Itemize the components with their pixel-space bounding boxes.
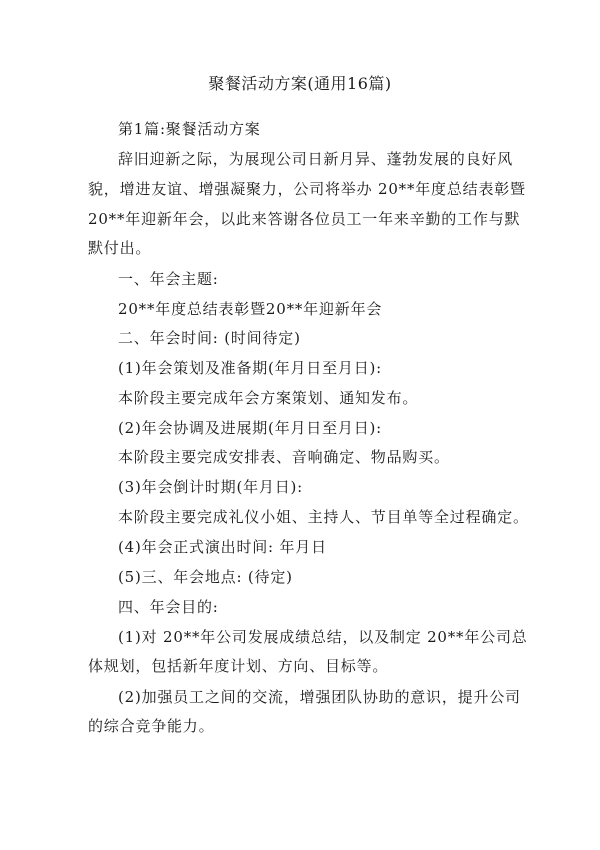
section-heading: 第1篇:聚餐活动方案 bbox=[118, 120, 261, 138]
intro-line-2: 貌，增进友谊、增强凝聚力，公司将举办 20**年度总结表彰暨 bbox=[88, 180, 526, 198]
heading-goals: 四、年会目的: bbox=[118, 598, 219, 616]
phase-3-label: (3)年会倒计时期(年月日): bbox=[118, 478, 304, 496]
goal-2-line-1: (2)加强员工之间的交流，增强团队协助的意识，提升公司 bbox=[118, 688, 521, 706]
phase-4-label: (4)年会正式演出时间: 年月日 bbox=[118, 538, 327, 556]
phase-3-text: 本阶段主要完成礼仪小姐、主持人、节目单等全过程确定。 bbox=[118, 508, 529, 526]
document-title: 聚餐活动方案(通用16篇) bbox=[208, 74, 392, 93]
intro-line-4: 默付出。 bbox=[88, 239, 152, 257]
goal-2-line-2: 的综合竞争能力。 bbox=[88, 717, 215, 735]
venue-label: (5)三、年会地点: (待定) bbox=[118, 568, 293, 586]
intro-line-3: 20**年迎新年会，以此来答谢各位员工一年来辛勤的工作与默 bbox=[88, 210, 521, 228]
goal-1-line-1: (1)对 20**年公司发展成绩总结，以及制定 20**年公司总 bbox=[118, 628, 528, 646]
heading-time: 二、年会时间: (时间待定) bbox=[118, 329, 301, 347]
phase-2-label: (2)年会协调及进展期(年月日至月日): bbox=[118, 419, 383, 437]
phase-1-label: (1)年会策划及准备期(年月日至月日): bbox=[118, 359, 383, 377]
phase-1-text: 本阶段主要完成年会方案策划、通知发布。 bbox=[118, 389, 419, 407]
phase-2-text: 本阶段主要完成安排表、音响确定、物品购买。 bbox=[118, 448, 450, 466]
heading-theme: 一、年会主题: bbox=[118, 270, 219, 288]
goal-1-line-2: 体规划，包括新年度计划、方向、目标等。 bbox=[88, 657, 389, 675]
intro-line-1: 辞旧迎新之际，为展现公司日新月异、蓬勃发展的良好风 bbox=[118, 150, 514, 168]
theme-text: 20**年度总结表彰暨20**年迎新年会 bbox=[118, 300, 383, 318]
